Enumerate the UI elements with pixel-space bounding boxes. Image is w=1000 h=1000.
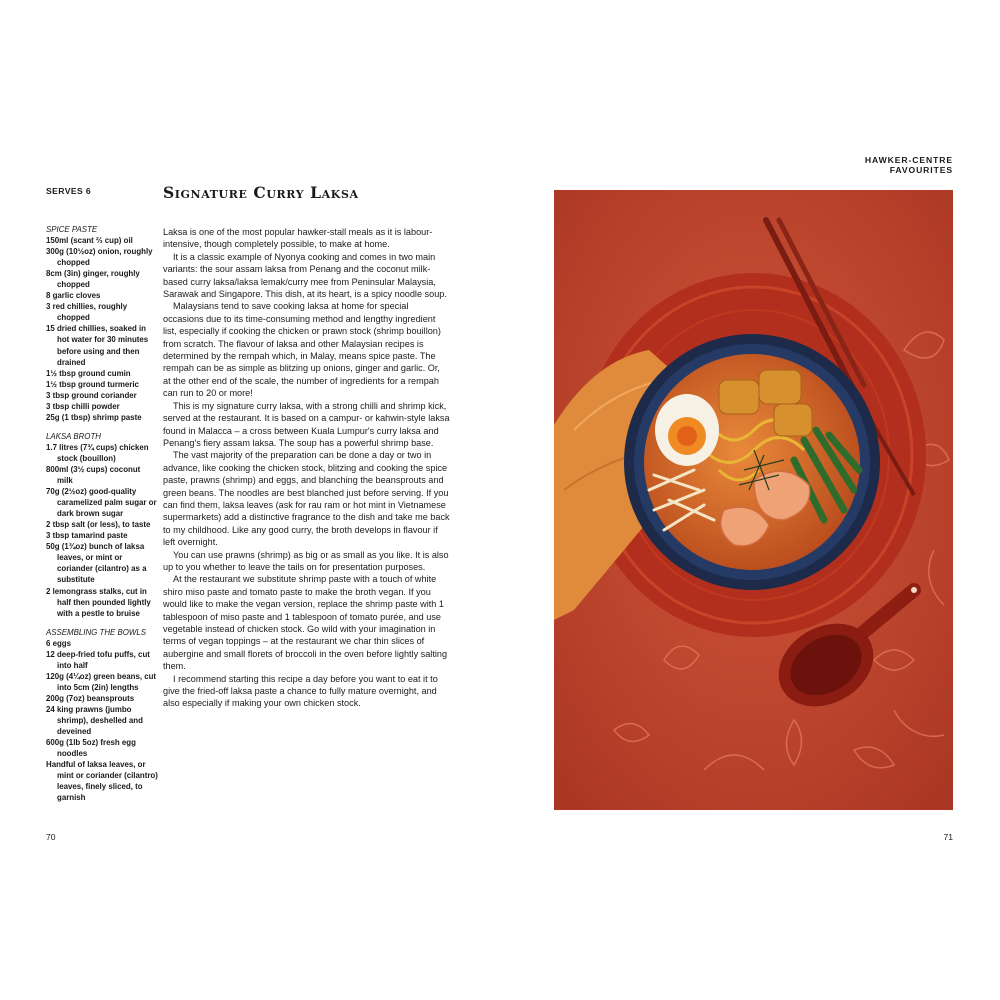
ingredient-item: 200g (7oz) beansprouts	[46, 693, 135, 703]
ingredient-item: 800ml (3½ cups) coconut milk	[46, 464, 141, 486]
serves-label: SERVES 6	[46, 186, 92, 196]
ingredient-item: 3 tbsp tamarind paste	[46, 531, 128, 541]
boiled-egg	[655, 394, 719, 466]
ingredient-item: 120g (4¼oz) green beans, cut into 5cm (2in) lengths	[46, 671, 157, 692]
ingredient-item: Handful of laksa leaves, or mint or coriander (cilantro) leaves, finely sliced, to garnish	[46, 760, 158, 803]
ingredient-item: 2 tbsp salt (or less), to taste	[46, 520, 151, 530]
ingredient-item: 3 red chillies, roughly chopped	[46, 302, 128, 323]
body-paragraph: The vast majority of the preparation can be done a day or two in advance, like cooking the chicken stock, blitzing and cooking the spice paste, prawns (shrimp) and eggs, and blanching the beansprouts and green beans. The noodles are best blanched just before serving. If you can find them, laksa leaves (ask for rau ram or hot mint in Vietnamese supermarkets) add a distinctive fragrance to the dish and take me back to my childhood. Like any good curry, the broth develops in flavour if left overnight.	[163, 450, 450, 548]
ingredient-item: 12 deep-fried tofu puffs, cut into half	[46, 649, 150, 670]
ingredient-group-title: ASSEMBLING THE BOWLS	[46, 627, 146, 637]
laksa-photo	[554, 190, 953, 810]
section-header: HAWKER-CENTRE FAVOURITES	[864, 155, 953, 175]
recipe-title: Signature Curry Laksa	[163, 183, 359, 202]
body-paragraph: I recommend starting this recipe a day before you want to eat it to give the fried-off laksa paste a chance to fully mature overnight, and also especially if making your own chicken stock.	[163, 673, 438, 709]
ingredient-item: 6 eggs	[46, 638, 71, 648]
ingredient-item: 1½ tbsp ground turmeric	[46, 379, 139, 389]
ingredient-item: 15 dried chillies, soaked in hot water for 30 minutes before using and then drained	[46, 324, 149, 367]
ingredient-item: 3 tbsp ground coriander	[46, 390, 137, 400]
ingredient-item: 8cm (3in) ginger, roughly chopped	[46, 269, 140, 290]
ingredient-item: 3 tbsp chilli powder	[46, 401, 120, 411]
page-number-right: 71	[943, 832, 953, 842]
ingredient-item: 1½ tbsp ground cumin	[46, 368, 131, 378]
ingredient-list	[46, 224, 158, 803]
ingredient-item: 25g (1 tbsp) shrimp paste	[46, 412, 142, 422]
ingredient-item: 8 garlic cloves	[46, 291, 101, 301]
body-paragraph: This is my signature curry laksa, with a strong chilli and shrimp kick, served at the restaurant. It is based on a campur- or kahwin-style laksa found in Malacca – a cross between Kuala Lumpur's curry laksa and Penang's fiery assam laksa. The soup has a powerful shrimp base.	[163, 400, 450, 448]
ingredient-item: 2 lemongrass stalks, cut in half then pounded lightly with a pestle to bruise	[46, 586, 151, 618]
ingredient-item: 50g (1¾oz) bunch of laksa leaves, or mint or coriander (cilantro) as a substitute	[46, 542, 147, 585]
body-paragraph: At the restaurant we substitute shrimp paste with a touch of white shiro miso paste and tomato paste to make the broth vegan. If you would like to make the vegan version, replace the shrimp paste with 1 tablespoon of miso paste and 1 tablespoon of tomato purée, and use vegetable instead of chicken stock. Go wild with your imagination in terms of vegan toppings – at the restaurant we char thin slices of aubergine and small florets of broccoli in the oven before lightly salting them.	[163, 574, 448, 672]
body-paragraph: Malaysians tend to save cooking laksa at home for special occasions due to its time-consuming method and lengthy ingredient list, especially if cooking the chicken or prawn stock (shrimp bouillon) from scratch. The flavour of laksa and other Malaysian recipes is determined by the rempah which, in Malay, means spice paste. The rempah can be as simple as blitzing up onions, ginger and garlic. Or, at the other end of the scale, the number of ingredients for a rempah can run to 20 or more!	[163, 301, 441, 399]
recipe-body	[163, 226, 450, 710]
body-paragraph: You can use prawns (shrimp) as big or as small as you like. It is also up to you whether to leave the tails on for presentation purposes.	[163, 549, 449, 572]
ingredient-item: 600g (1lb 5oz) fresh egg noodles	[46, 738, 136, 759]
body-paragraph: Laksa is one of the most popular hawker-stall meals as it is labour-intensive, though completely possible, to make at home.	[163, 227, 433, 250]
page-number-left: 70	[46, 832, 56, 842]
ingredient-item: 70g (2½oz) good-quality caramelized palm sugar or dark brown sugar	[46, 487, 157, 519]
body-paragraph: It is a classic example of Nyonya cooking and comes in two main variants: the sour assam laksa from Penang and the coconut milk-based curry laksa/laksa lemak/curry mee from Peninsular Malaysia, Sarawak and Singapore. This dish, at its heart, is a spicy noodle soup.	[163, 251, 447, 300]
ingredient-group-title: SPICE PASTE	[46, 225, 98, 234]
ingredient-group-title: LAKSA BROTH	[46, 431, 101, 441]
ingredient-item: 24 king prawns (jumbo shrimp), deshelled and deveined	[46, 704, 143, 737]
ingredient-item: 300g (10½oz) onion, roughly chopped	[46, 247, 153, 268]
ingredient-item: 1.7 litres (7¾ cups) chicken stock (bouillon)	[46, 442, 149, 463]
ingredient-item: 150ml (scant ⅔ cup) oil	[46, 236, 133, 246]
